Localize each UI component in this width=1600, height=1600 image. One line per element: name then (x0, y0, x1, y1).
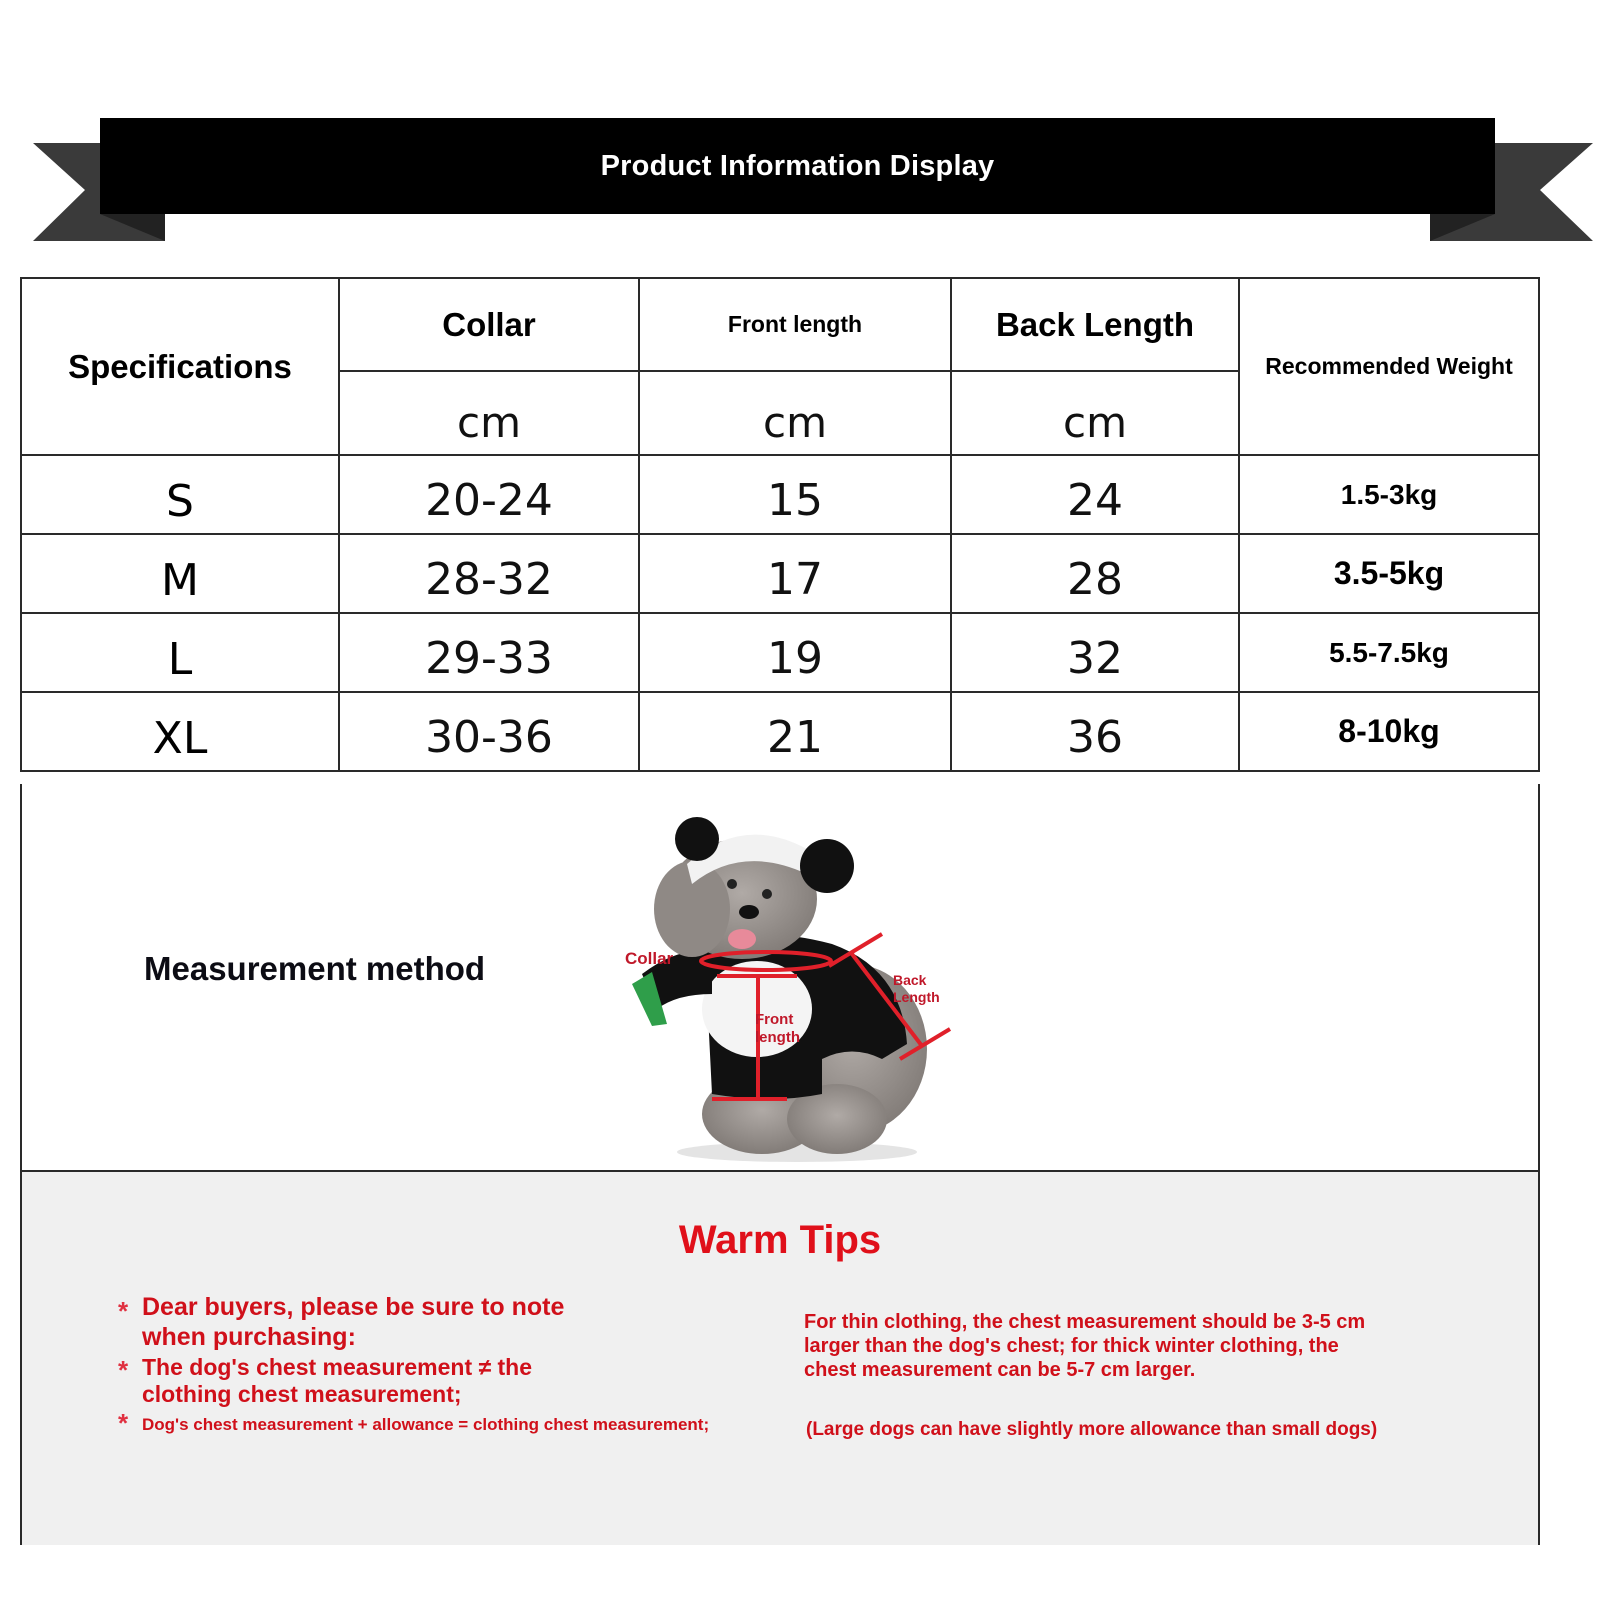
size-chart-table (20, 277, 1540, 772)
tip-chest-not-equal: The dog's chest measurement ≠ the clothing chest measurement; (142, 1354, 533, 1407)
table-row (21, 613, 1539, 692)
size-label: L (21, 613, 339, 692)
weight-value: 8-10kg (1239, 692, 1539, 771)
unit-back-length: cm (951, 371, 1239, 455)
tip-allowance-guide: For thin clothing, the chest measurement should be 3-5 cm larger than the dog's chest; for thick winter clothing, the chest measurement can be 5-7 cm larger. (804, 1311, 1366, 1381)
table-row (21, 455, 1539, 534)
back-length-annotation: Length (893, 989, 940, 1005)
front-length-annotation: length (755, 1029, 800, 1046)
back-length-value: 36 (951, 692, 1239, 771)
front-length-value: 19 (639, 613, 951, 692)
banner (0, 0, 1600, 260)
weight-value: 1.5-3kg (1239, 455, 1539, 534)
size-label: S (21, 455, 339, 534)
dog-measurement-figure (582, 794, 1002, 1169)
back-length-value: 24 (951, 455, 1239, 534)
table-header-row (21, 278, 1539, 371)
warm-tips-title: Warm Tips (678, 1218, 882, 1262)
back-length-value: 32 (951, 613, 1239, 692)
back-length-value: 28 (951, 534, 1239, 613)
unit-collar: cm (339, 371, 639, 455)
weight-value: 5.5-7.5kg (1239, 613, 1539, 692)
weight-value: 3.5-5kg (1239, 534, 1539, 613)
header-back-length: Back Length (951, 278, 1239, 371)
banner-title: Product Information Display (600, 149, 995, 182)
table-row (21, 534, 1539, 613)
header-recommended-weight: Recommended Weight (1239, 278, 1539, 455)
front-length-value: 17 (639, 534, 951, 613)
asterisk-icon: * (118, 1355, 129, 1385)
collar-value: 20-24 (339, 455, 639, 534)
tip-note-purchasing: Dear buyers, please be sure to note when purchasing: (142, 1293, 565, 1351)
front-annotation: Front (755, 1011, 794, 1028)
asterisk-icon: * (118, 1408, 129, 1438)
back-annotation: Back (893, 972, 927, 988)
dog-in-panda-costume-image (582, 794, 1002, 1169)
header-collar: Collar (339, 278, 639, 371)
collar-value: 30-36 (339, 692, 639, 771)
size-label: M (21, 534, 339, 613)
tip-large-dogs: (Large dogs can have slightly more allowance than small dogs) (806, 1419, 1378, 1440)
asterisk-icon: * (118, 1296, 129, 1326)
unit-front-length: cm (639, 371, 951, 455)
measurement-panel (20, 784, 1540, 1172)
measurement-method-label: Measurement method (144, 950, 486, 987)
tip-chest-formula: Dog's chest measurement + allowance = clothing chest measurement; (142, 1415, 710, 1434)
front-length-value: 15 (639, 455, 951, 534)
collar-value: 29-33 (339, 613, 639, 692)
header-specifications: Specifications (21, 278, 339, 455)
warm-tips-panel (20, 1172, 1540, 1545)
header-front-length: Front length (639, 278, 951, 371)
table-row (21, 692, 1539, 771)
front-length-value: 21 (639, 692, 951, 771)
size-label: XL (21, 692, 339, 771)
collar-annotation: Collar (625, 949, 674, 968)
collar-value: 28-32 (339, 534, 639, 613)
